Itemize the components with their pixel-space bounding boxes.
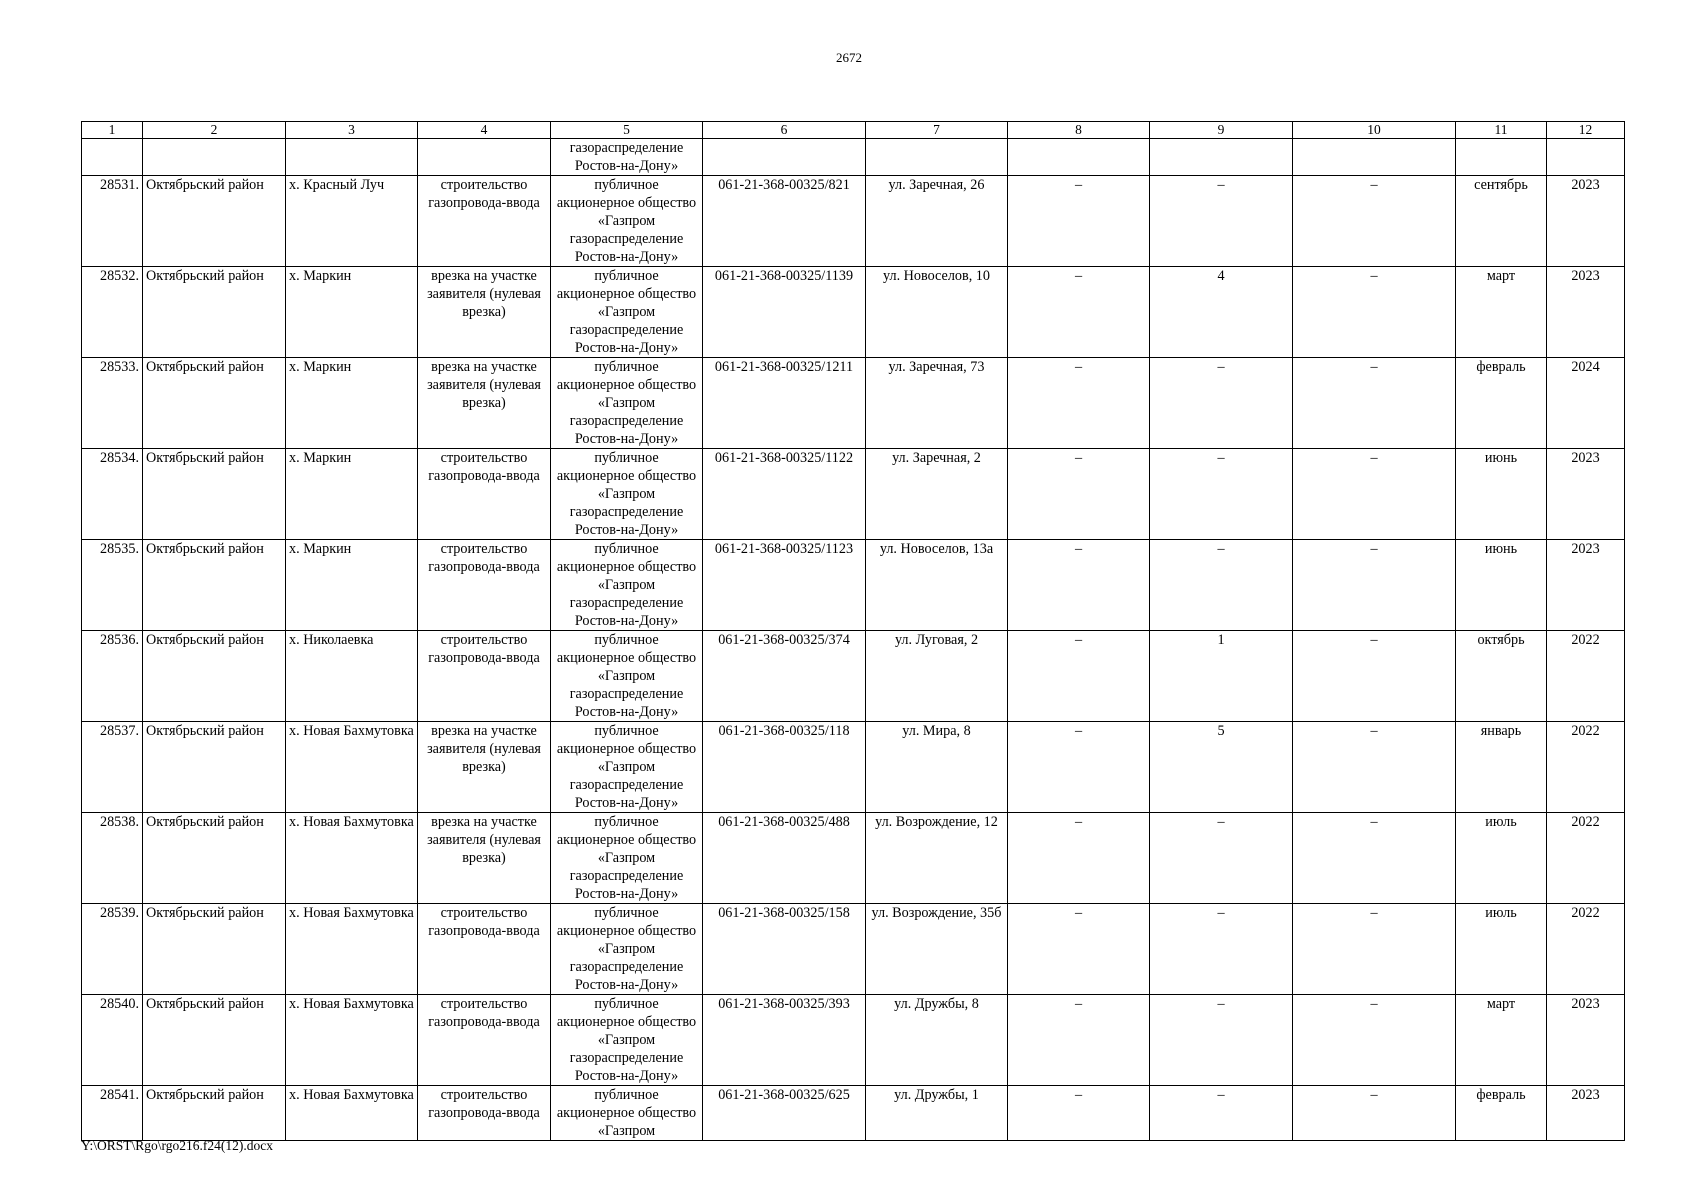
col10-cell: –: [1293, 540, 1456, 631]
org-cell: публичное акционерное общество «Газпром газораспределение Ростов-на-Дону»: [551, 813, 703, 904]
continuation-row: [82, 139, 1625, 176]
district-cell: Октябрьский район: [143, 1086, 286, 1141]
address-cell: ул. Возрождение, 35б: [866, 904, 1008, 995]
year-cell: 2022: [1547, 631, 1625, 722]
year-cell: 2022: [1547, 722, 1625, 813]
col8-cell: –: [1008, 813, 1150, 904]
address-cell: ул. Заречная, 26: [866, 176, 1008, 267]
month-cell: март: [1456, 267, 1547, 358]
address-cell: ул. Дружбы, 1: [866, 1086, 1008, 1141]
row-number-cell: 28537.: [82, 722, 143, 813]
month-cell: март: [1456, 995, 1547, 1086]
work-type-cell: строительство газопровода-ввода: [418, 449, 551, 540]
address-cell: ул. Заречная, 73: [866, 358, 1008, 449]
month-cell: октябрь: [1456, 631, 1547, 722]
address-cell: ул. Новоселов, 13а: [866, 540, 1008, 631]
year-cell: 2023: [1547, 1086, 1625, 1141]
col10-cell: –: [1293, 267, 1456, 358]
row-number-cell: 28538.: [82, 813, 143, 904]
address-cell: ул. Заречная, 2: [866, 449, 1008, 540]
month-cell: сентябрь: [1456, 176, 1547, 267]
work-type-cell: врезка на участке заявителя (нулевая врезка): [418, 267, 551, 358]
col9-cell: 1: [1150, 631, 1293, 722]
code-cell: 061-21-368-00325/1122: [703, 449, 866, 540]
code-cell: 061-21-368-00325/118: [703, 722, 866, 813]
district-cell: Октябрьский район: [143, 540, 286, 631]
locality-cell: х. Новая Бахмутовка: [286, 904, 418, 995]
address-cell: ул. Возрождение, 12: [866, 813, 1008, 904]
district-cell: Октябрьский район: [143, 358, 286, 449]
org-cell: публичное акционерное общество «Газпром газораспределение Ростов-на-Дону»: [551, 995, 703, 1086]
locality-cell: х. Новая Бахмутовка: [286, 995, 418, 1086]
column-header: 9: [1150, 122, 1293, 139]
table-row: [82, 267, 1625, 358]
locality-cell: х. Маркин: [286, 358, 418, 449]
year-cell: 2022: [1547, 904, 1625, 995]
district-cell: Октябрьский район: [143, 722, 286, 813]
org-cell: публичное акционерное общество «Газпром газораспределение Ростов-на-Дону»: [551, 722, 703, 813]
table-row: [82, 540, 1625, 631]
district-cell: Октябрьский район: [143, 449, 286, 540]
locality-cell: х. Красный Луч: [286, 176, 418, 267]
work-type-cell: строительство газопровода-ввода: [418, 631, 551, 722]
work-type-cell: строительство газопровода-ввода: [418, 540, 551, 631]
locality-cell: х. Новая Бахмутовка: [286, 722, 418, 813]
work-type-cell: строительство газопровода-ввода: [418, 995, 551, 1086]
district-cell: Октябрьский район: [143, 904, 286, 995]
col8-cell: –: [1008, 904, 1150, 995]
col8-cell: –: [1008, 176, 1150, 267]
row-number-cell: 28533.: [82, 358, 143, 449]
column-header: 7: [866, 122, 1008, 139]
col8-cell: –: [1008, 358, 1150, 449]
month-cell: февраль: [1456, 1086, 1547, 1141]
col9-cell: –: [1150, 995, 1293, 1086]
month-cell: январь: [1456, 722, 1547, 813]
column-header: 6: [703, 122, 866, 139]
work-type-cell: строительство газопровода-ввода: [418, 904, 551, 995]
col9-cell: –: [1150, 540, 1293, 631]
month-cell: июнь: [1456, 540, 1547, 631]
address-cell: ул. Новоселов, 10: [866, 267, 1008, 358]
table-row: [82, 449, 1625, 540]
locality-cell: х. Маркин: [286, 540, 418, 631]
month-cell: июль: [1456, 813, 1547, 904]
row-number-cell: 28535.: [82, 540, 143, 631]
col8-cell: –: [1008, 722, 1150, 813]
table-row: [82, 904, 1625, 995]
col8-cell: –: [1008, 267, 1150, 358]
locality-cell: х. Николаевка: [286, 631, 418, 722]
col8-cell: –: [1008, 1086, 1150, 1141]
table-row: [82, 1086, 1625, 1141]
col8-cell: –: [1008, 995, 1150, 1086]
locality-cell: х. Маркин: [286, 267, 418, 358]
code-cell: 061-21-368-00325/821: [703, 176, 866, 267]
district-cell: Октябрьский район: [143, 176, 286, 267]
page-number: 2672: [836, 50, 862, 65]
col10-cell: –: [1293, 722, 1456, 813]
column-header: 1: [82, 122, 143, 139]
col9-cell: –: [1150, 449, 1293, 540]
code-cell: 061-21-368-00325/393: [703, 995, 866, 1086]
work-type-cell: строительство газопровода-ввода: [418, 176, 551, 267]
year-cell: 2024: [1547, 358, 1625, 449]
col8-cell: –: [1008, 540, 1150, 631]
col8-cell: –: [1008, 631, 1150, 722]
col10-cell: –: [1293, 358, 1456, 449]
row-number-cell: 28536.: [82, 631, 143, 722]
month-cell: февраль: [1456, 358, 1547, 449]
district-cell: Октябрьский район: [143, 267, 286, 358]
district-cell: Октябрьский район: [143, 631, 286, 722]
row-number-cell: 28534.: [82, 449, 143, 540]
column-header: 3: [286, 122, 418, 139]
data-table: [81, 121, 1625, 1141]
column-header: 11: [1456, 122, 1547, 139]
org-cell: публичное акционерное общество «Газпром газораспределение Ростов-на-Дону»: [551, 904, 703, 995]
col9-cell: –: [1150, 358, 1293, 449]
col10-cell: –: [1293, 631, 1456, 722]
year-cell: 2023: [1547, 176, 1625, 267]
month-cell: июль: [1456, 904, 1547, 995]
year-cell: 2023: [1547, 540, 1625, 631]
year-cell: 2023: [1547, 995, 1625, 1086]
org-cell: газораспределение Ростов-на-Дону»: [551, 139, 703, 176]
locality-cell: х. Новая Бахмутовка: [286, 813, 418, 904]
column-header: 2: [143, 122, 286, 139]
year-cell: 2023: [1547, 267, 1625, 358]
col9-cell: –: [1150, 904, 1293, 995]
table-row: [82, 631, 1625, 722]
row-number-cell: 28532.: [82, 267, 143, 358]
code-cell: 061-21-368-00325/1211: [703, 358, 866, 449]
column-number-header: [82, 122, 1625, 139]
code-cell: 061-21-368-00325/1139: [703, 267, 866, 358]
org-cell: публичное акционерное общество «Газпром газораспределение Ростов-на-Дону»: [551, 267, 703, 358]
work-type-cell: врезка на участке заявителя (нулевая врезка): [418, 722, 551, 813]
col10-cell: –: [1293, 904, 1456, 995]
col9-cell: –: [1150, 813, 1293, 904]
month-cell: июнь: [1456, 449, 1547, 540]
col9-cell: –: [1150, 1086, 1293, 1141]
code-cell: 061-21-368-00325/374: [703, 631, 866, 722]
work-type-cell: врезка на участке заявителя (нулевая врезка): [418, 358, 551, 449]
col10-cell: –: [1293, 176, 1456, 267]
data-table-container: [81, 121, 1624, 1141]
district-cell: Октябрьский район: [143, 995, 286, 1086]
code-cell: 061-21-368-00325/488: [703, 813, 866, 904]
district-cell: Октябрьский район: [143, 813, 286, 904]
code-cell: 061-21-368-00325/1123: [703, 540, 866, 631]
col10-cell: –: [1293, 449, 1456, 540]
row-number-cell: 28531.: [82, 176, 143, 267]
code-cell: 061-21-368-00325/158: [703, 904, 866, 995]
column-header: 10: [1293, 122, 1456, 139]
table-row: [82, 813, 1625, 904]
row-number-cell: 28539.: [82, 904, 143, 995]
year-cell: 2023: [1547, 449, 1625, 540]
col9-cell: 4: [1150, 267, 1293, 358]
column-header: 8: [1008, 122, 1150, 139]
org-cell: публичное акционерное общество «Газпром газораспределение Ростов-на-Дону»: [551, 540, 703, 631]
col9-cell: –: [1150, 176, 1293, 267]
org-cell: публичное акционерное общество «Газпром газораспределение Ростов-на-Дону»: [551, 358, 703, 449]
work-type-cell: врезка на участке заявителя (нулевая врезка): [418, 813, 551, 904]
org-cell: публичное акционерное общество «Газпром газораспределение Ростов-на-Дону»: [551, 176, 703, 267]
table-row: [82, 358, 1625, 449]
org-cell: публичное акционерное общество «Газпром газораспределение Ростов-на-Дону»: [551, 631, 703, 722]
column-header: 5: [551, 122, 703, 139]
locality-cell: х. Маркин: [286, 449, 418, 540]
col9-cell: 5: [1150, 722, 1293, 813]
col10-cell: –: [1293, 813, 1456, 904]
table-row: [82, 995, 1625, 1086]
row-number-cell: 28541.: [82, 1086, 143, 1141]
table-row: [82, 722, 1625, 813]
col10-cell: –: [1293, 1086, 1456, 1141]
row-number-cell: 28540.: [82, 995, 143, 1086]
address-cell: ул. Мира, 8: [866, 722, 1008, 813]
column-header: 4: [418, 122, 551, 139]
address-cell: ул. Дружбы, 8: [866, 995, 1008, 1086]
col10-cell: –: [1293, 995, 1456, 1086]
file-path-footer: Y:\ORST\Rgo\rgo216.f24(12).docx: [81, 1138, 274, 1153]
org-cell: публичное акционерное общество «Газпром: [551, 1086, 703, 1141]
locality-cell: х. Новая Бахмутовка: [286, 1086, 418, 1141]
org-cell: публичное акционерное общество «Газпром газораспределение Ростов-на-Дону»: [551, 449, 703, 540]
year-cell: 2022: [1547, 813, 1625, 904]
code-cell: 061-21-368-00325/625: [703, 1086, 866, 1141]
col8-cell: –: [1008, 449, 1150, 540]
work-type-cell: строительство газопровода-ввода: [418, 1086, 551, 1141]
address-cell: ул. Луговая, 2: [866, 631, 1008, 722]
table-row: [82, 176, 1625, 267]
column-header: 12: [1547, 122, 1625, 139]
